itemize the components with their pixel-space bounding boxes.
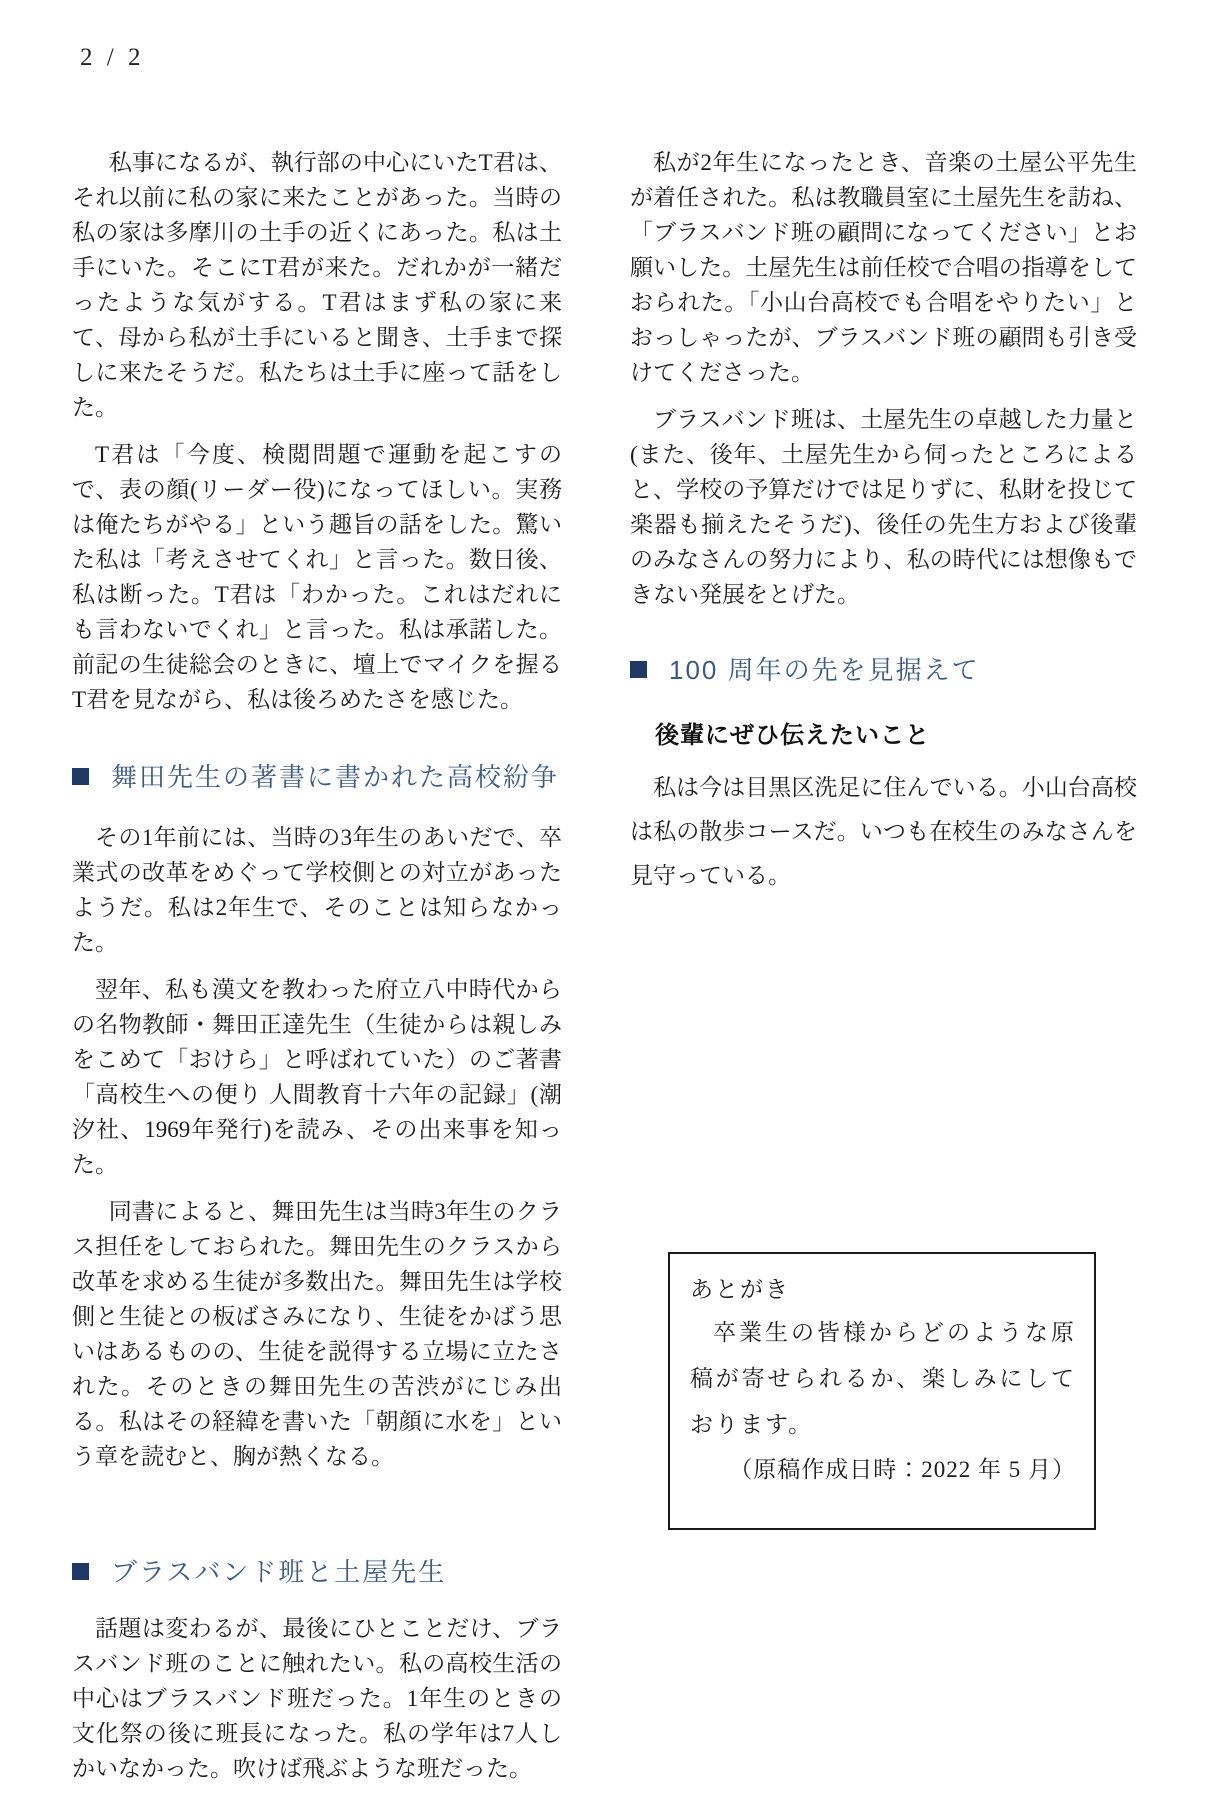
page-number: 2 / 2 [80,44,145,71]
paragraph: 私が2年生になったとき、音楽の土屋公平先生が着任された。私は教職員室に土屋先生を訪ね、「ブラスバンド班の顧問になってください」とお願いした。土屋先生は前任校で合唱の指導をしておられた。「小山台高校でも合唱をやりたい」とおっしゃったが、ブラスバンド班の顧問も引き受けてくださった。 [630,150,1137,385]
afterword-date: （原稿作成日時：2022 年 5 月） [729,1457,1076,1482]
paragraph: ブラスバンド班は、土屋先生の卓越した力量と(また、後年、土屋先生から伺ったところによると、学校の予算だけでは足りずに、私財を投じて楽器も揃えたそうだ)、後任の先生方および後輩のみなさんの努力により、私の時代には想像もできない発展をとげた。 [630,407,1137,607]
section-bullet-icon [630,661,647,678]
paragraph: 翌年、私も漢文を教わった府立八中時代からの名物教師・舞田正達先生（生徒からは親しみをこめて「おけら」と呼ばれていた）のご著書「高校生への便り 人間教育十六年の記録」(潮汐社、1969年発行)を読み、その出来事を知った。 [72,977,562,1177]
paragraph: その1年前には、当時の3年生のあいだで、卒業式の改革をめぐって学校側との対立があったようだ。私は2年生で、そのことは知らなかった。 [72,825,562,955]
paragraph: T君は「今度、検閲問題で運動を起こすので、表の顔(リーダー役)になってほしい。実務は俺たちがやる」という趣旨の話をした。驚いた私は「考えさせてくれ」と言った。数日後、私は断った。T君は「わかった。これはだれにも言わないでくれ」と言った。私は承諾した。前記の生徒総会のときに、壇上でマイクを握るT君を見ながら、私は後ろめたさを感じた。 [72,442,562,712]
section-bullet-icon [72,768,89,785]
left-column [72,145,562,1798]
section-heading-label: 舞田先生の著書に書かれた高校紛争 [111,762,560,792]
section-heading-label: ブラスバンド班と土屋先生 [111,1557,447,1587]
subheading-message-to-juniors: 後輩にぜひ伝えたいこと [655,722,930,749]
section-bullet-icon [72,1563,89,1580]
afterword-box [668,1252,1096,1530]
section-heading-maida-book [72,757,562,794]
paragraph: 話題は変わるが、最後にひとことだけ、ブラスバンド班のことに触れたい。私の高校生活の中心はブラスバンド班だった。1年生のときの文化祭の後に班長になった。私の学年は7人しかいなかった。吹けば飛ぶような班だった。 [72,1616,562,1781]
section-heading-label: 100 周年の先を見据えて [669,655,980,685]
section-heading-100th-anniversary [630,650,1137,687]
paragraph: 同書によると、舞田先生は当時3年生のクラス担任をしておられた。舞田先生のクラスから改革を求める生徒が多数出た。舞田先生は学校側と生徒との板ばさみになり、生徒をかばう思いはあるものの、生徒を説得する立場に立たされた。そのときの舞田先生の苦渋がにじみ出る。私はその経緯を書いた「朝顔に水を」という章を読むと、胸が熱くなる。 [72,1199,562,1469]
afterword-body: 卒業生の皆様からどのような原稿が寄せられるか、楽しみにしております。 [690,1320,1076,1437]
paragraph: 私は今は目黒区洗足に住んでいる。小山台高校は私の散歩コースだ。いつも在校生のみなさんを見守っている。 [630,775,1137,888]
right-column [630,145,1137,910]
section-heading-brass-band [72,1552,562,1589]
afterword-title: あとがき [690,1277,790,1302]
paragraph: 私事になるが、執行部の中心にいたT君は、それ以前に私の家に来たことがあった。当時の私の家は多摩川の土手の近くにあった。私は土手にいた。そこにT君が来た。だれかが一緒だったような気がする。T君はまず私の家に来て、母から私が土手にいると聞き、土手まで探しに来たそうだ。私たちは土手に座って話をした。 [72,150,562,420]
